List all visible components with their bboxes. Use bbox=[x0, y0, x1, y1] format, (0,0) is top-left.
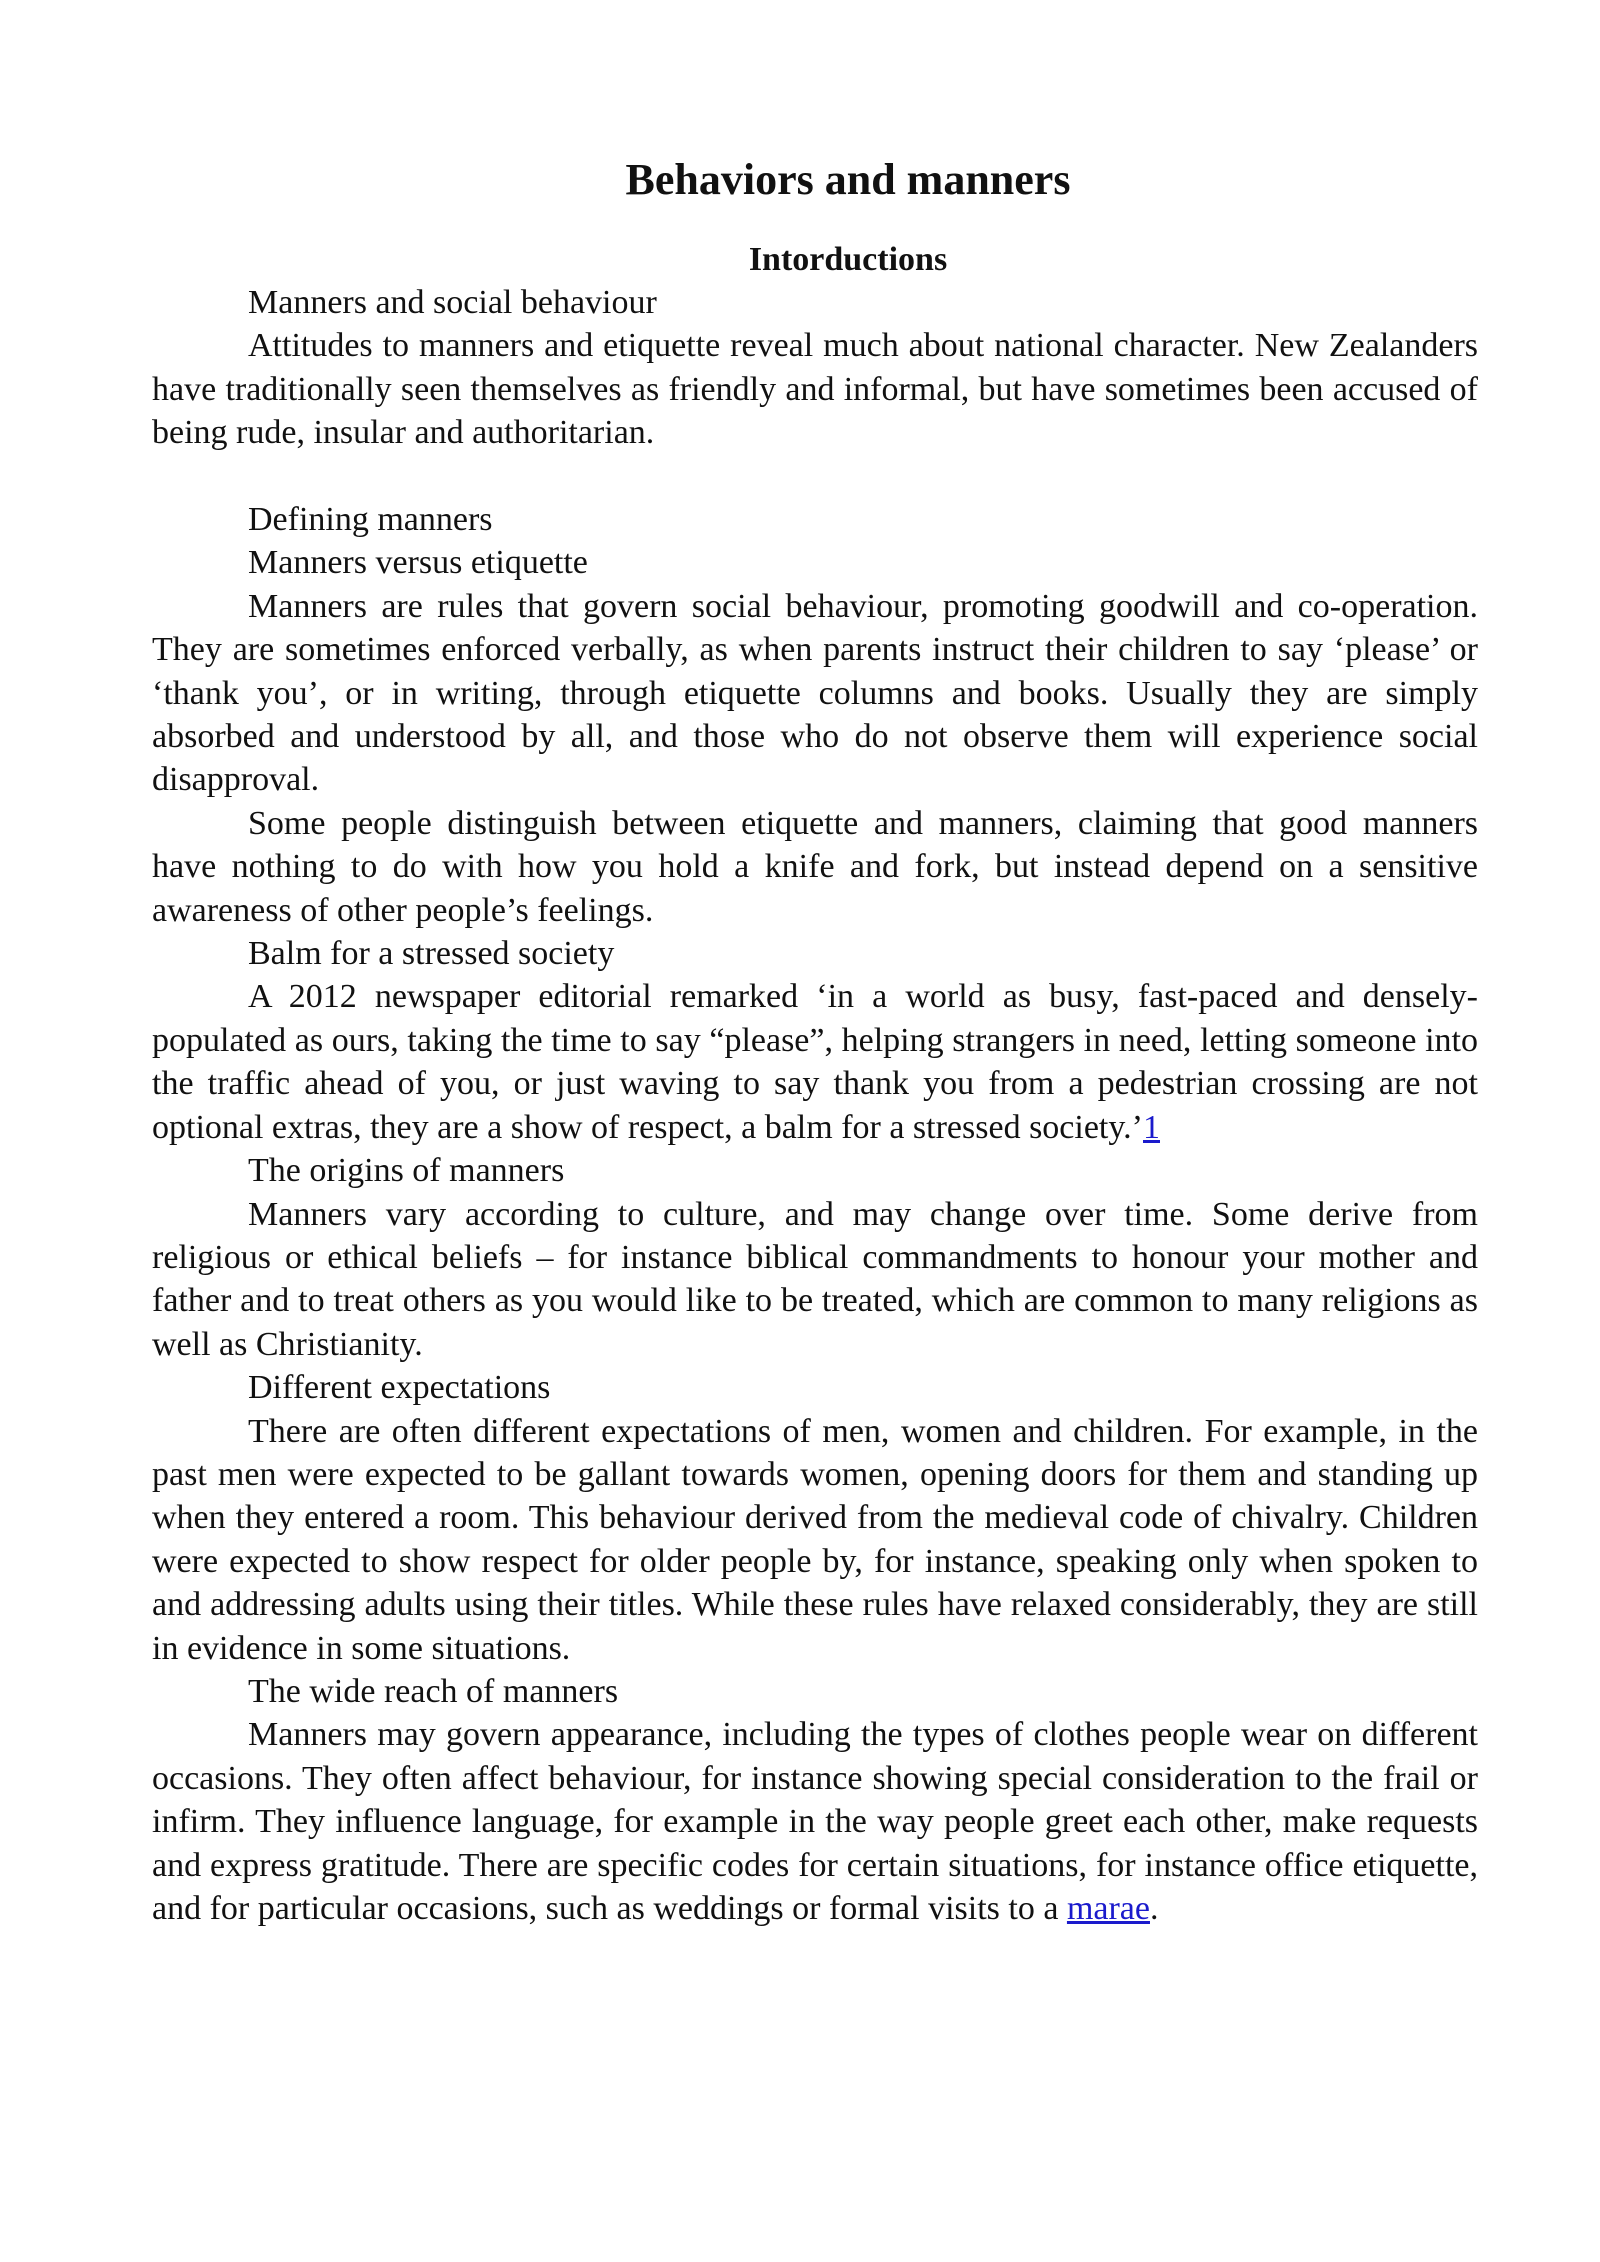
marae-link[interactable]: marae bbox=[1066, 1890, 1150, 1928]
paragraph-manners-social-behaviour: Attitudes to manners and etiquette reveal much about national character. New Zealanders have traditionally seen themselves as friendly and informal, but have sometimes been accused of being rude, insular and authoritarian. bbox=[152, 327, 1478, 452]
paragraph-end-period: . bbox=[1149, 1890, 1159, 1928]
section-heading-different-expectations: Different expectations bbox=[248, 1369, 551, 1407]
paragraph-wide-reach-text: Manners may govern appearance, including the types of clothes people wear on different occasions. They often affect behaviour, for instance showing special consideration to the frail or infirm. They influence language, for example in the way people greet each other, make requests and express gratitude. There are specific codes for certain situations, for instance office etiquette, and for particular occasions, such as weddings or formal visits to a bbox=[152, 1716, 1478, 1928]
section-heading-balm-stressed-society: Balm for a stressed society bbox=[248, 935, 615, 973]
section-heading-manners-versus-etiquette: Manners versus etiquette bbox=[248, 544, 588, 582]
blank-line bbox=[152, 455, 1478, 498]
section-heading-wide-reach-of-manners: The wide reach of manners bbox=[248, 1672, 619, 1710]
document-page bbox=[152, 150, 1478, 1930]
section-heading-origins-of-manners: The origins of manners bbox=[248, 1152, 565, 1190]
section-heading-manners-social-behaviour: Manners and social behaviour bbox=[248, 284, 657, 321]
document-title: Behaviors and manners bbox=[625, 155, 1071, 204]
paragraph-balm-text: A 2012 newspaper editorial remarked ‘in a world as busy, fast-paced and densely-populated as ours, taking the time to say “please”, helping strangers in need, letting someone into the traffic ahead of you, or just waving to say thank you from a pedestrian crossing are not optional extras, they are a show of respect, a balm for a stressed society.’ bbox=[152, 978, 1478, 1146]
paragraph-balm-stressed-society bbox=[152, 975, 1478, 1149]
paragraph-different-expectations: There are often different expectations of men, women and children. For example, in the past men were expected to be gallant towards women, opening doors for them and standing up when they entered a room. This behaviour derived from the medieval code of chivalry. Children were expected to show respect for older people by, for instance, speaking only when spoken to and addressing adults using their titles. While these rules have relaxed considerably, they are still in evidence in some situations. bbox=[152, 1412, 1478, 1667]
footnote-link[interactable]: 1 bbox=[1143, 1108, 1160, 1146]
paragraph-origins-of-manners: Manners vary according to culture, and may change over time. Some derive from religious or ethical beliefs – for instance biblical commandments to honour your mother and father and to treat others as you would like to be treated, which are common to many religions as well as Christianity. bbox=[152, 1195, 1478, 1363]
paragraph-manners-versus-etiquette-1: Manners are rules that govern social behaviour, promoting goodwill and co-operation. They are sometimes enforced verbally, as when parents instruct their children to say ‘please’ or ‘thank you’, or in writing, through etiquette columns and books. Usually they are simply absorbed and understood by all, and those who do not observe them will experience social disapproval. bbox=[152, 587, 1478, 799]
paragraph-wide-reach-of-manners bbox=[152, 1713, 1478, 1930]
section-heading-defining-manners: Defining manners bbox=[248, 501, 493, 539]
document-subtitle: Intorductions bbox=[748, 241, 948, 278]
paragraph-manners-versus-etiquette-2: Some people distinguish between etiquette and manners, claiming that good manners have nothing to do with how you hold a knife and fork, but instead depend on a sensitive awareness of other people’s feelings. bbox=[152, 804, 1478, 929]
